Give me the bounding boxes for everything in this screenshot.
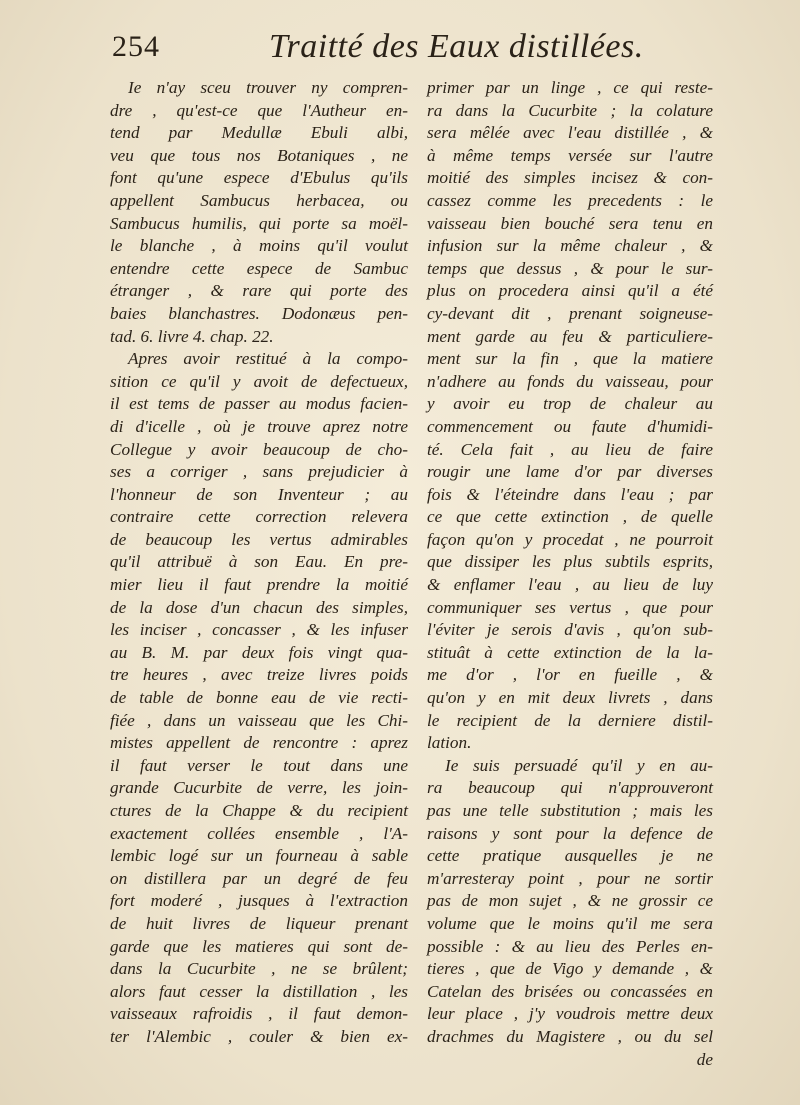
text-line: leur place , j'y voudrois mettre deux xyxy=(427,1004,713,1024)
text-line: cassez comme les precedents : le xyxy=(427,190,713,210)
text-line: di d'icelle , où je trouve aprez notre xyxy=(110,416,408,436)
text-line: de xyxy=(696,1049,713,1069)
text-line: moitié des simples incisez & con- xyxy=(427,168,713,188)
text-line: cy-devant dit , prenant soigneuse- xyxy=(427,303,713,323)
text-line: de table de bonne eau de vie recti- xyxy=(110,688,408,708)
text-line: Collegue y avoir beaucoup de cho- xyxy=(110,439,408,459)
text-line: tre heures , avec treize livres poids xyxy=(110,665,408,685)
text-line: lembic logé sur un fourneau à sable xyxy=(110,846,408,866)
text-line: communiquer ses vertus , que pour xyxy=(427,597,713,617)
text-line: exactement collées ensemble , l'A- xyxy=(110,823,408,843)
text-line: il faut verser le tout dans une xyxy=(110,755,408,775)
running-title: Traitté des Eaux distillées. xyxy=(269,28,644,65)
text-line: appellent Sambucus herbacea, ou xyxy=(110,190,408,210)
text-line: Ie n'ay sceu trouver ny compren- xyxy=(128,78,408,97)
text-line: tieres , que de Vigo y demande , & xyxy=(427,959,713,979)
text-line: primer par un linge , ce qui reste- xyxy=(427,78,713,97)
text-line: mier lieu il faut prendre la moitié xyxy=(110,575,408,595)
text-line: ra beaucoup qui n'approuveront xyxy=(427,778,713,798)
text-line: baies blanchastres. Dodonæus pen- xyxy=(110,303,408,323)
text-line: ter l'Alembic , couler & bien ex- xyxy=(110,1026,408,1046)
text-line: temps que dessus , & pour le sur- xyxy=(427,258,713,278)
text-line: ctures de la Chappe & du recipient xyxy=(110,801,408,820)
text-line: dre , qu'est-ce que l'Autheur en- xyxy=(110,100,408,120)
text-line: ses a corriger , sans prejudicier à xyxy=(110,462,408,482)
text-line: raisons y sont pour la defence de xyxy=(427,823,713,843)
text-line: que dissiper les plus subtils esprits, xyxy=(427,552,713,572)
text-line: fiée , dans un vaisseau que les Chi- xyxy=(110,710,408,730)
text-line: n'adhere au fonds du vaisseau, pour xyxy=(427,371,713,391)
text-line: de la dose d'un chacun des simples, xyxy=(110,597,408,617)
text-line: fort moderé , jusques à l'extraction xyxy=(110,891,408,911)
text-line: commencement ou faute d'humidi- xyxy=(427,416,713,436)
text-line: Catelan des brisées ou concassées en xyxy=(427,981,713,1001)
text-line: sera mêlée avec l'eau distillée , & xyxy=(427,123,713,143)
text-line: lation. xyxy=(427,733,472,753)
text-line: l'honneur de son Inventeur ; au xyxy=(110,484,408,504)
text-line: Sambucus humilis, qui porte sa moël- xyxy=(110,213,408,233)
page-number: 254 xyxy=(112,30,160,63)
text-line: possible : & au lieu des Perles en- xyxy=(427,936,713,956)
text-line: à même temps versée sur l'autre xyxy=(427,145,713,165)
text-line: qu'on y en mit deux livrets , dans xyxy=(427,688,713,708)
text-line: dans la Cucurbite , ne se brûlent; xyxy=(110,959,408,979)
left-text-column xyxy=(110,77,408,1049)
text-line: étranger , & rare qui porte des xyxy=(110,281,408,301)
text-line: on distillera par un degré de feu xyxy=(110,868,408,888)
text-line: tad. 6. livre 4. chap. 22. xyxy=(110,326,274,346)
text-line: alors faut cesser la distillation , les xyxy=(110,981,408,1001)
text-line: le blanche , à moins qu'il voulut xyxy=(110,236,408,256)
text-line: de beaucoup les vertus admirables xyxy=(110,529,408,549)
text-line: cette pratique ausquelles je ne xyxy=(427,846,713,866)
text-line: les inciser , concasser , & les infuser xyxy=(110,620,408,640)
text-line: façon qu'on y procedat , ne pourroit xyxy=(427,529,713,549)
text-line: sition ce qu'il y avoit de defectueux, xyxy=(110,371,408,391)
text-line: vaisseau bien bouché sera tenu en xyxy=(427,213,713,233)
text-line: y avoir eu trop de chaleur au xyxy=(427,394,713,414)
right-text-column xyxy=(427,77,713,1071)
text-line: tend par Medullæ Ebuli albi, xyxy=(110,123,408,143)
text-line: au B. M. par deux fois vingt qua- xyxy=(110,642,408,662)
text-line: qu'il attribuë à son Eau. En pre- xyxy=(110,552,408,572)
text-line: plus on procedera ainsi qu'il a été xyxy=(427,281,713,301)
text-line: mistes appellent de rencontre : aprez xyxy=(110,733,408,753)
text-line: ment garde au feu & particuliere- xyxy=(427,326,713,346)
text-line: il est tems de passer au modus facien- xyxy=(110,394,408,414)
text-line: font qu'une espece d'Ebulus qu'ils xyxy=(110,168,408,188)
text-line: l'éviter je serois d'avis , qu'on sub- xyxy=(427,620,713,640)
text-line: vaisseaux rafroidis , il faut demon- xyxy=(110,1004,408,1024)
text-line: volume que le moins qu'il me sera xyxy=(427,913,713,933)
text-line: té. Cela fait , au lieu de faire xyxy=(427,439,713,459)
text-line: me d'or , l'or en fueille , & xyxy=(427,665,713,685)
text-line: garde que les matieres qui sont de- xyxy=(110,936,408,956)
text-line: stituât à cette extinction de la la- xyxy=(427,642,713,662)
text-line: ce que cette extinction , de quelle xyxy=(427,507,713,527)
text-line: ra dans la Cucurbite ; la colature xyxy=(427,100,713,120)
text-line: infusion sur la même chaleur , & xyxy=(427,236,713,256)
text-line: pas de mon sujet , & ne grossir ce xyxy=(427,891,713,911)
text-line: fois & l'éteindre dans l'eau ; par xyxy=(427,484,713,504)
text-line: rougir une lame d'or par diverses xyxy=(427,462,713,482)
text-line: pas une telle substitution ; mais les xyxy=(427,801,713,820)
text-line: entendre cette espece de Sambuc xyxy=(110,258,408,278)
text-line: m'arresteray point , pour ne sortir xyxy=(427,868,713,888)
text-line: ment sur la fin , que la matiere xyxy=(427,349,713,369)
text-line: Apres avoir restitué à la compo- xyxy=(128,349,408,369)
text-line: contraire cette correction relevera xyxy=(110,507,408,527)
text-line: de huit livres de liqueur prenant xyxy=(110,913,408,933)
text-line: & enflamer l'eau , au lieu de luy xyxy=(427,575,713,595)
text-line: Ie suis persuadé qu'il y en au- xyxy=(445,755,713,775)
page-header xyxy=(104,22,770,70)
text-line: grande Cucurbite de verre, les join- xyxy=(110,778,408,798)
text-line: drachmes du Magistere , ou du sel xyxy=(427,1026,713,1046)
text-line: le recipient de la derniere distil- xyxy=(427,710,713,730)
text-line: veu que tous nos Botaniques , ne xyxy=(110,145,408,165)
